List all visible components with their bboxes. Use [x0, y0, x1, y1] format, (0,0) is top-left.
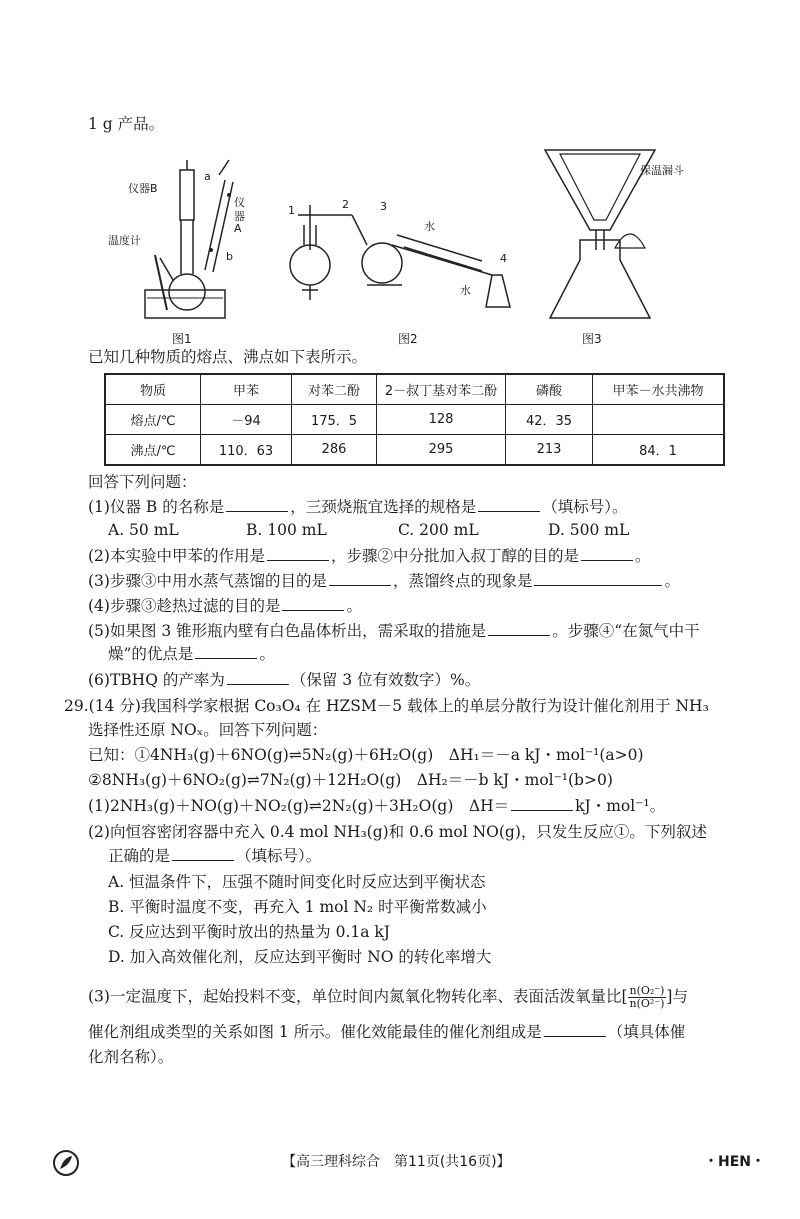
q28-q2-text-a: (2)本实验中甲苯的作用是: [88, 547, 265, 565]
label-instrument-a-3: A: [234, 222, 242, 235]
q29-q2-option-b: B. 平衡时温度不变，再充入 1 mol N₂ 时平衡常数减小: [108, 898, 487, 916]
footer-code: ・HEN・: [704, 1154, 765, 1170]
footer-page-info: 【高三理科综合 第11页(共16页)】: [282, 1154, 511, 1170]
q28-q4: [88, 596, 362, 616]
q28-q5-text-c: 燥”的优点是: [108, 645, 194, 663]
q29-q3-text-a: (3)一定温度下，起始投料不变，单位时间内氮氧化物转化率、表面活泼氧量比[: [88, 987, 628, 1006]
answer-blank[interactable]: [227, 670, 289, 685]
q28-q2-text-c: 。: [634, 547, 651, 565]
label-4: 4: [500, 252, 507, 265]
table-cell: 42．35: [506, 405, 593, 435]
table-cell: [593, 405, 725, 435]
table-cell: 213: [506, 435, 593, 466]
q28-q1-text-a: (1)仪器 B 的名称是: [88, 498, 225, 516]
table-cell: 熔点/℃: [105, 405, 201, 435]
q29-q2-a: (2)向恒容密闭容器中充入 0.4 mol NH₃(g)和 0.6 mol NO(g)，只发生反应①。下列叙述: [88, 823, 707, 841]
answer-blank[interactable]: [581, 546, 633, 561]
q28-q3-text-c: 。: [664, 572, 680, 590]
q29-known-2: ②8NH₃(g)＋6NO₂(g)⇌7N₂(g)＋12H₂O(g) ΔH₂＝－b kJ・mol⁻¹(b>0): [88, 771, 613, 789]
table-header: 甲苯: [201, 374, 292, 405]
label-1: 1: [288, 204, 295, 217]
q28-q5: [88, 621, 700, 641]
figure-2-apparatus: [282, 195, 522, 325]
table-cell: 295: [377, 435, 506, 466]
label-a: a: [204, 170, 211, 183]
publisher-logo-icon: [52, 1149, 80, 1177]
q28-q1-option-a: A. 50 mL: [108, 521, 179, 539]
label-water-in: 水: [424, 220, 435, 233]
q29-q3-text-b: ]与: [666, 987, 688, 1006]
q28-q6-text-a: (6)TBHQ 的产率为: [88, 671, 225, 689]
q28-q4-text-a: (4)步骤③趁热过滤的目的是: [88, 597, 281, 615]
q28-q5-text-b: 。步骤④“在氮气中干: [552, 622, 700, 640]
table-cell: 110．63: [201, 435, 292, 466]
figure-1-caption: 图1: [172, 332, 192, 346]
label-instrument-a-1: 仪: [234, 196, 245, 209]
q28-q3-text-a: (3)步骤③中用水蒸气蒸馏的目的是: [88, 572, 327, 590]
q29-q3-text-d: （填具体催: [607, 1023, 686, 1041]
q29-q2-option-a: A. 恒温条件下，压强不随时间变化时反应达到平衡状态: [108, 873, 486, 891]
q29-head-b: 选择性还原 NOₓ。回答下列问题：: [88, 721, 328, 739]
answer-blank[interactable]: [226, 497, 288, 512]
answer-blank[interactable]: [511, 796, 573, 811]
q28-q1-option-b: B. 100 mL: [246, 521, 327, 539]
label-3: 3: [380, 200, 387, 213]
q29-q2-text-c: （填标号）。: [236, 847, 322, 865]
answer-blank[interactable]: [195, 644, 257, 659]
q28-q1: [88, 497, 627, 517]
q29-q3-cont: [88, 1022, 685, 1042]
table-header-row: [105, 374, 724, 405]
figure-3-caption: 图3: [582, 332, 602, 346]
q29-q2-text-b: 正确的是: [108, 847, 171, 865]
table-cell: 128: [377, 405, 506, 435]
table-header: 对苯二酚: [292, 374, 377, 405]
answer-blank[interactable]: [544, 1022, 606, 1037]
q29-q3: [88, 985, 688, 1010]
q29-head-a: 29.(14 分)我国科学家根据 Co₃O₄ 在 HZSM－5 载体上的单层分散行为设计催化剂用于 NH₃: [64, 697, 709, 715]
label-2: 2: [342, 198, 349, 211]
answer-blank[interactable]: [172, 846, 234, 861]
q28-q4-text-b: 。: [346, 597, 362, 615]
fraction-denominator: n(O²⁻): [629, 997, 665, 1010]
q29-q1: [88, 796, 665, 816]
fraction-numerator: n(O₂⁻): [629, 984, 665, 997]
table-cell: －94: [201, 405, 292, 435]
table-header: 甲苯－水共沸物: [593, 374, 725, 405]
q29-q2-option-d: D. 加入高效催化剂，反应达到平衡时 NO 的转化率增大: [108, 948, 492, 966]
answer-blank[interactable]: [488, 621, 550, 636]
q28-q3: [88, 571, 680, 591]
table-header: 2－叔丁基对苯二酚: [377, 374, 506, 405]
q28-intro: 回答下列问题：: [88, 473, 197, 491]
answer-blank[interactable]: [267, 546, 329, 561]
q29-q2-option-c: C. 反应达到平衡时放出的热量为 0.1a kJ: [108, 923, 391, 941]
label-water-out: 水: [460, 284, 471, 297]
label-b: b: [226, 250, 233, 263]
table-cell: 沸点/℃: [105, 435, 201, 466]
table-cell: 175．5: [292, 405, 377, 435]
q28-q5-text-a: (5)如果图 3 锥形瓶内壁有白色晶体析出，需采取的措施是: [88, 622, 487, 640]
table-header: 物质: [105, 374, 201, 405]
label-instrument-a-2: 器: [234, 210, 245, 223]
figure-2-caption: 图2: [398, 332, 418, 346]
q29-q3-text-c: 催化剂组成类型的关系如图 1 所示。催化效能最佳的催化剂组成是: [88, 1023, 542, 1041]
table-row: [105, 435, 724, 466]
q28-q6-text-b: （保留 3 位有效数字）%。: [290, 671, 481, 689]
answer-blank[interactable]: [329, 571, 391, 586]
q29-known-1: 已知：①4NH₃(g)＋6NO(g)⇌5N₂(g)＋6H₂O(g) ΔH₁＝－a kJ・mol⁻¹(a>0): [88, 746, 644, 764]
q28-q5-cont: [108, 644, 275, 664]
top-line: 1 g 产品。: [88, 115, 165, 133]
q28-q1-text-b: ，三颈烧瓶宜选择的规格是: [290, 498, 477, 516]
q28-q3-text-b: ，蒸馏终点的现象是: [392, 572, 533, 590]
label-instrument-b: 仪器B: [128, 182, 158, 195]
answer-blank[interactable]: [282, 596, 344, 611]
q29-q2-cont: [108, 846, 321, 866]
table-cell: 286: [292, 435, 377, 466]
properties-table: [104, 373, 725, 466]
q28-q5-text-d: 。: [259, 645, 275, 663]
q29-q1-text-a: (1)2NH₃(g)＋NO(g)＋NO₂(g)⇌2N₂(g)＋3H₂O(g) ΔH＝: [88, 797, 510, 815]
q28-q6: [88, 670, 480, 690]
answer-blank[interactable]: [478, 497, 540, 512]
q28-q2: [88, 546, 651, 566]
table-row: [105, 405, 724, 435]
q28-q2-text-b: ，步骤②中分批加入叔丁醇的目的是: [330, 547, 579, 565]
q28-q1-option-d: D. 500 mL: [548, 521, 630, 539]
label-thermometer: 温度计: [108, 234, 141, 247]
table-cell: 84．1: [593, 435, 725, 466]
table-intro: 已知几种物质的熔点、沸点如下表所示。: [88, 348, 368, 366]
q29-q1-text-b: kJ・mol⁻¹。: [575, 797, 666, 815]
label-funnel: 保温漏斗: [640, 164, 684, 177]
q28-q1-text-c: （填标号）。: [542, 498, 628, 516]
oxygen-ratio-fraction: [628, 985, 667, 1010]
q28-q1-option-c: C. 200 mL: [398, 521, 479, 539]
table-header: 磷酸: [506, 374, 593, 405]
q29-q3-text-e: 化剂名称）。: [88, 1048, 174, 1066]
answer-blank[interactable]: [534, 571, 662, 586]
